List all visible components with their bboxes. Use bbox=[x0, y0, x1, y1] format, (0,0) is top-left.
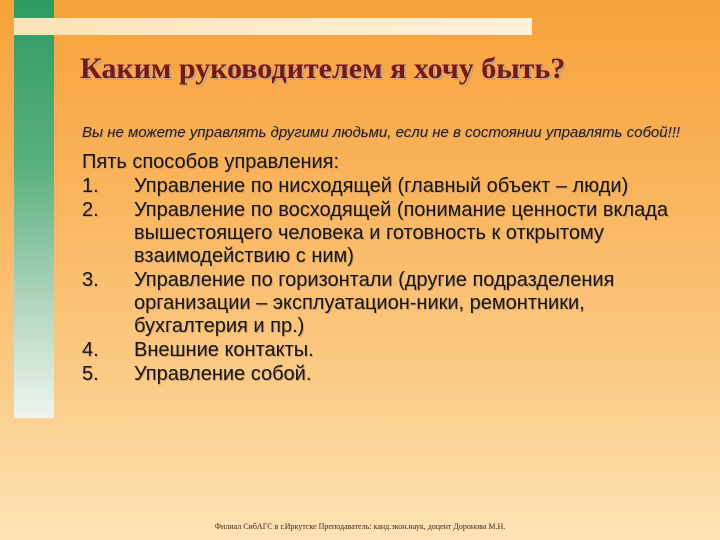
decorative-left-bar bbox=[14, 0, 54, 418]
list-item-text: Управление по нисходящей (главный объект – люди) bbox=[134, 175, 629, 197]
list-item-text: Управление по восходящей (понимание ценности вклада вышестоящего человека и готовность к открытому взаимодействию с ним) bbox=[134, 199, 669, 267]
list-item bbox=[82, 269, 692, 338]
management-methods-list bbox=[82, 175, 692, 386]
list-item-number: 1. bbox=[82, 175, 99, 197]
slide-title: Каким руководителем я хочу быть? bbox=[80, 52, 566, 85]
list-item bbox=[82, 199, 692, 268]
list-item bbox=[82, 339, 692, 362]
list-item bbox=[82, 363, 692, 386]
list-item-number: 3. bbox=[82, 269, 99, 291]
list-heading: Пять способов управления: bbox=[82, 151, 340, 173]
intro-text: Вы не можете управлять другими людьми, если не в состоянии управлять собой!!! bbox=[82, 124, 681, 141]
slide-footer: Филиал СибАГС в г.Иркутске Преподаватель: канд.экон.наук, доцент Доронова М.Н. bbox=[214, 522, 506, 531]
list-item-text: Внешние контакты. bbox=[134, 339, 314, 361]
list-item-text: Управление по горизонтали (другие подразделения организации – эксплуатацион-ники, ремонтники, бухгалтерия и пр.) bbox=[134, 269, 615, 337]
list-item bbox=[82, 175, 692, 198]
list-item-number: 2. bbox=[82, 199, 99, 221]
decorative-top-bar bbox=[14, 18, 532, 35]
slide-content bbox=[82, 124, 692, 386]
list-item-text: Управление собой. bbox=[134, 363, 312, 385]
list-item-number: 5. bbox=[82, 363, 99, 385]
list-item-number: 4. bbox=[82, 339, 99, 361]
